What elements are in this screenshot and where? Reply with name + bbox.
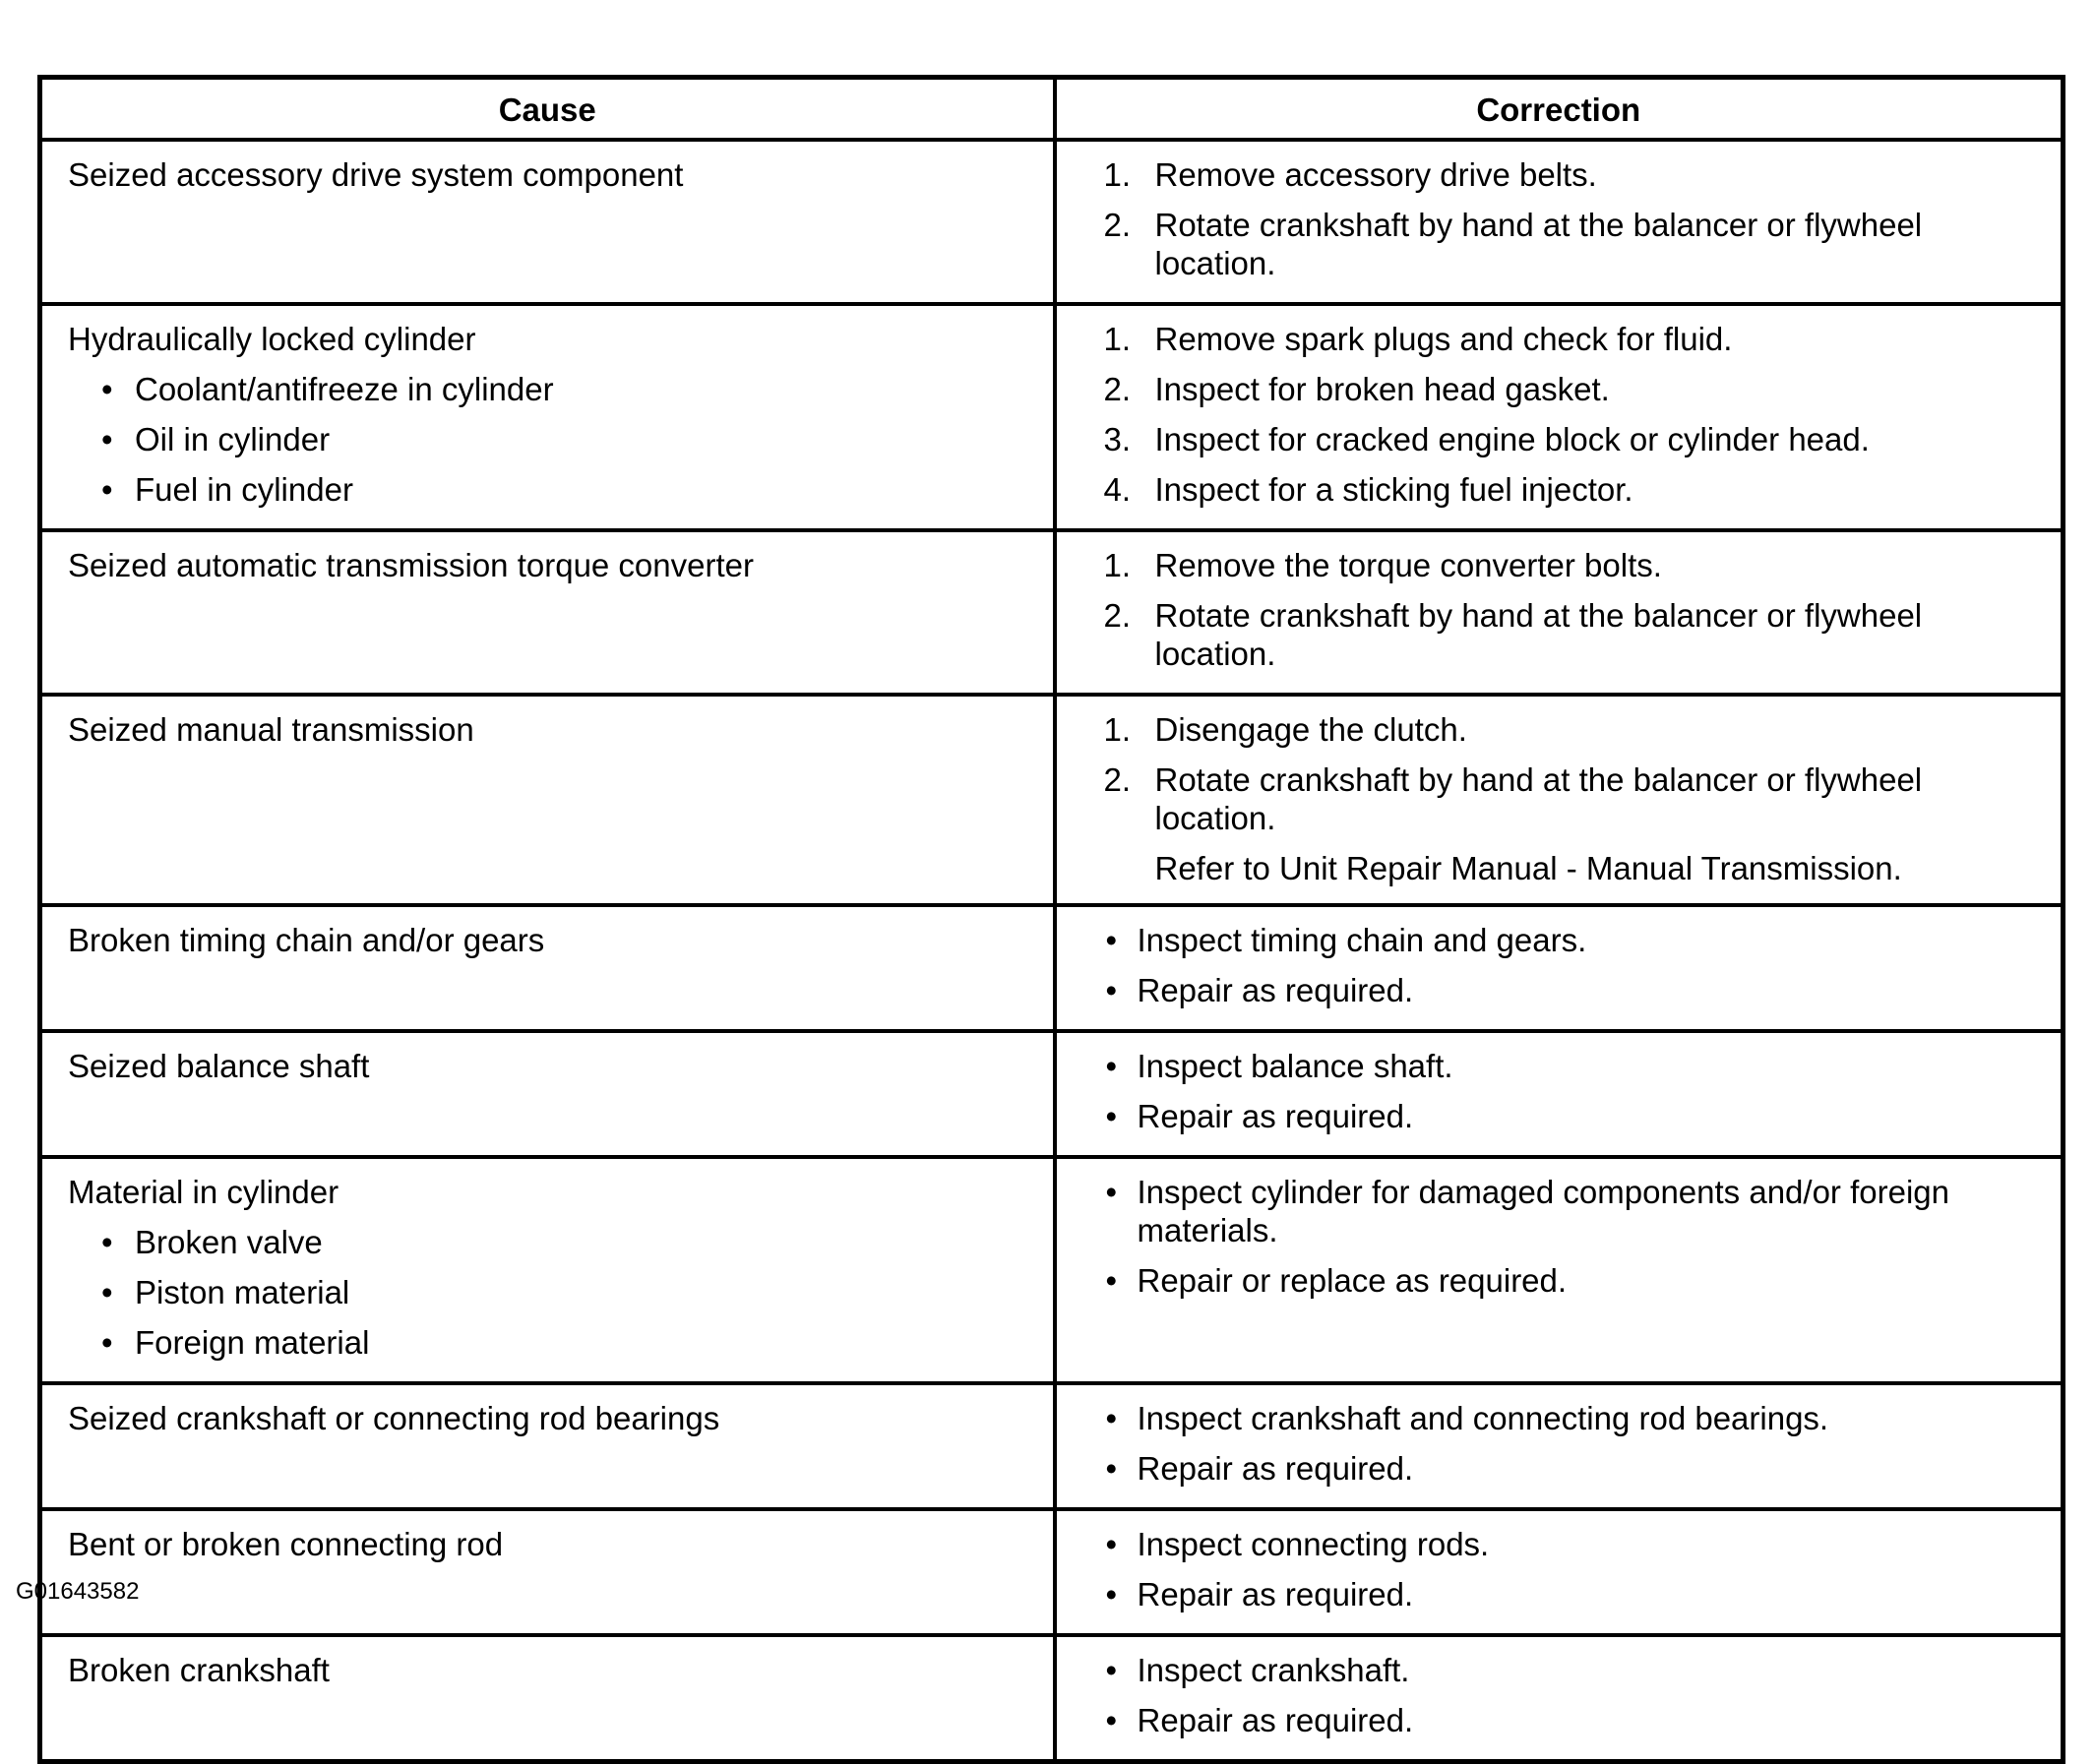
step-text: Remove spark plugs and check for fluid. [1154, 321, 1733, 357]
table-row [40, 1509, 2064, 1635]
cause-text: Seized balance shaft [68, 1048, 370, 1084]
table-row [40, 530, 2064, 695]
correction-bullets [1104, 1651, 2032, 1739]
correction-step [1104, 420, 2032, 458]
correction-bullets [1104, 1525, 2032, 1613]
step-text: Rotate crankshaft by hand at the balancer or flywheel location. [1154, 597, 1923, 672]
correction-bullet: • Inspect cylinder for damaged components and/or foreign materials. [1104, 1173, 2032, 1249]
correction-step [1104, 370, 2032, 408]
table-row [40, 1031, 2064, 1157]
cause-sub-item: • Foreign material [101, 1323, 1033, 1362]
cause-sub-item: • Coolant/antifreeze in cylinder [101, 370, 1033, 408]
correction-step [1104, 155, 2032, 194]
step-text: Inspect for broken head gasket. [1154, 371, 1610, 407]
table-row [40, 140, 2064, 304]
step-number: 3. [1103, 421, 1132, 457]
cause-text: Seized accessory drive system component [68, 156, 684, 193]
correction-bullet: • Repair as required. [1104, 1575, 2032, 1613]
correction-step [1104, 470, 2032, 509]
cause-correction-table [37, 75, 2065, 1764]
cause-cell [40, 304, 1055, 530]
cause-cell [40, 1157, 1055, 1383]
cause-text: Broken timing chain and/or gears [68, 922, 545, 958]
correction-step [1104, 206, 2032, 282]
step-number: 2. [1103, 207, 1132, 243]
step-number: 2. [1103, 597, 1132, 634]
step-text: Inspect for a sticking fuel injector. [1154, 471, 1633, 508]
cause-text: Broken crankshaft [68, 1652, 330, 1688]
cause-text: Material in cylinder [68, 1174, 339, 1210]
correction-step [1104, 596, 2032, 673]
header-cause: Cause [40, 78, 1055, 141]
correction-cell [1055, 1383, 2064, 1509]
correction-step [1104, 710, 2032, 749]
step-text: Remove the torque converter bolts. [1154, 547, 1662, 583]
cause-sub-item: • Fuel in cylinder [101, 470, 1033, 509]
cause-cell [40, 1635, 1055, 1762]
cause-sub-item: • Piston material [101, 1273, 1033, 1311]
correction-cell [1055, 1031, 2064, 1157]
correction-bullet: • Inspect connecting rods. [1104, 1525, 2032, 1563]
correction-cell [1055, 1509, 2064, 1635]
cause-cell [40, 905, 1055, 1031]
header-row [40, 78, 2064, 141]
step-text: Disengage the clutch. [1154, 711, 1467, 748]
step-text: Rotate crankshaft by hand at the balancer or flywheel location. [1154, 207, 1923, 281]
table-row [40, 1383, 2064, 1509]
correction-bullets [1104, 921, 2032, 1009]
cause-text: Seized crankshaft or connecting rod bearings [68, 1400, 720, 1436]
correction-bullet: • Repair as required. [1104, 971, 2032, 1009]
step-number: 1. [1103, 321, 1132, 357]
cause-cell [40, 1031, 1055, 1157]
correction-bullet: • Repair as required. [1104, 1701, 2032, 1739]
correction-cell [1055, 304, 2064, 530]
correction-steps [1104, 710, 2032, 837]
step-text: Inspect for cracked engine block or cylinder head. [1154, 421, 1870, 457]
step-number: 4. [1103, 471, 1132, 508]
table-row [40, 695, 2064, 905]
cause-sub-item: • Broken valve [101, 1223, 1033, 1261]
correction-bullet: • Inspect crankshaft. [1104, 1651, 2032, 1689]
correction-cell [1055, 530, 2064, 695]
correction-cell [1055, 695, 2064, 905]
correction-cell [1055, 905, 2064, 1031]
table-body [40, 140, 2064, 1762]
correction-bullets [1104, 1173, 2032, 1300]
cause-text: Seized manual transmission [68, 711, 474, 748]
step-text: Remove accessory drive belts. [1154, 156, 1597, 193]
correction-step [1104, 546, 2032, 584]
cause-cell [40, 695, 1055, 905]
figure-id: G01643582 [16, 1578, 140, 1605]
correction-step [1104, 760, 2032, 837]
step-number: 1. [1103, 156, 1132, 193]
step-number: 2. [1103, 371, 1132, 407]
cause-cell [40, 1509, 1055, 1635]
step-text: Rotate crankshaft by hand at the balancer or flywheel location. [1154, 761, 1923, 836]
cause-cell [40, 1383, 1055, 1509]
header-correction: Correction [1055, 78, 2064, 141]
correction-bullet: • Repair or replace as required. [1104, 1261, 2032, 1300]
cause-sub-item: • Oil in cylinder [101, 420, 1033, 458]
correction-steps [1104, 155, 2032, 282]
correction-steps [1104, 546, 2032, 673]
table-row [40, 1635, 2064, 1762]
cause-cell [40, 140, 1055, 304]
table-row [40, 905, 2064, 1031]
correction-bullets [1104, 1399, 2032, 1488]
correction-step [1104, 320, 2032, 358]
correction-note: Refer to Unit Repair Manual - Manual Transmission. [1154, 850, 1902, 886]
step-number: 1. [1103, 711, 1132, 748]
cause-sub-list [68, 370, 1033, 509]
correction-bullet: • Repair as required. [1104, 1097, 2032, 1135]
table-row [40, 304, 2064, 530]
cause-cell [40, 530, 1055, 695]
correction-cell [1055, 1157, 2064, 1383]
correction-cell [1055, 140, 2064, 304]
correction-bullets [1104, 1047, 2032, 1135]
correction-bullet: • Inspect timing chain and gears. [1104, 921, 2032, 959]
correction-bullet: • Repair as required. [1104, 1449, 2032, 1488]
table-row [40, 1157, 2064, 1383]
step-number: 2. [1103, 761, 1132, 798]
cause-text: Seized automatic transmission torque converter [68, 547, 754, 583]
step-number: 1. [1103, 547, 1132, 583]
correction-steps [1104, 320, 2032, 509]
cause-text: Hydraulically locked cylinder [68, 321, 476, 357]
correction-bullet: • Inspect crankshaft and connecting rod bearings. [1104, 1399, 2032, 1437]
cause-sub-list [68, 1223, 1033, 1362]
cause-text: Bent or broken connecting rod [68, 1526, 504, 1562]
correction-cell [1055, 1635, 2064, 1762]
correction-bullet: • Inspect balance shaft. [1104, 1047, 2032, 1085]
